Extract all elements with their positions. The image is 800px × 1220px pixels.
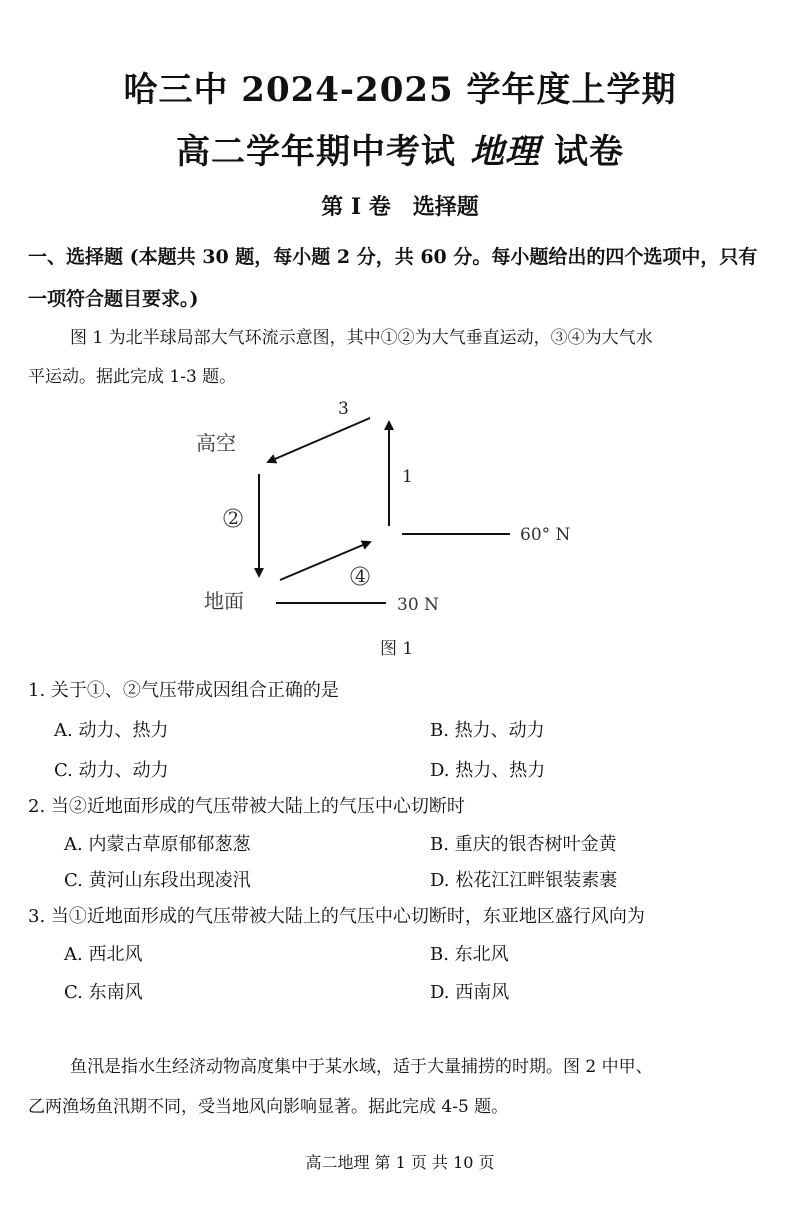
question-3-option-a: A. 西北风: [64, 944, 143, 965]
question-2-option-c: C. 黄河山东段出现凌汛: [64, 870, 251, 891]
question-3-option-c: C. 东南风: [64, 982, 143, 1003]
section-title: 第 I 卷 选择题: [321, 194, 479, 220]
passage-2-line2: 乙两渔场鱼汛期不同，受当地风向影响显著。据此完成 4-5 题。: [28, 1097, 509, 1117]
arrow-3: [268, 418, 370, 462]
question-1-option-a: A. 动力、热力: [54, 720, 169, 741]
exam-title-subject: 地理: [470, 132, 540, 172]
intro-line2: 平运动。据此完成 1-3 题。: [28, 367, 237, 387]
figure-1-caption: 图 1: [380, 639, 414, 659]
question-3-stem: 3. 当①近地面形成的气压带被大陆上的气压中心切断时，东亚地区盛行风向为: [28, 906, 645, 927]
question-2-stem: 2. 当②近地面形成的气压带被大陆上的气压中心切断时: [28, 796, 465, 817]
latitude-label-60: 60° N: [520, 525, 571, 545]
exam-title-line1: 哈三中 2024-2025 学年度上学期: [123, 70, 677, 110]
question-2-option-d: D. 松花江江畔银装素裹: [430, 870, 618, 891]
question-1-option-c: C. 动力、动力: [54, 760, 169, 781]
arrow-2-label: 2: [228, 509, 239, 529]
exam-title-line2: [0, 124, 800, 173]
instructions-line2: 一项符合题目要求。): [28, 288, 199, 310]
label-high-altitude: 高空: [196, 433, 236, 455]
question-1-option-b: B. 热力、动力: [430, 720, 545, 741]
intro-line1: 图 1 为北半球局部大气环流示意图，其中①②为大气垂直运动，③④为大气水: [70, 328, 653, 348]
figure-1-circulation-diagram: [180, 396, 620, 666]
question-1-stem: 1. 关于①、②气压带成因组合正确的是: [28, 680, 339, 701]
arrow-4-label: 4: [355, 567, 366, 587]
question-2-option-a: A. 内蒙古草原郁郁葱葱: [64, 834, 251, 855]
passage-2-line1: 鱼汛是指水生经济动物高度集中于某水域，适于大量捕捞的时期。图 2 中甲、: [70, 1057, 653, 1077]
question-3-option-b: B. 东北风: [430, 944, 509, 965]
label-ground: 地面: [204, 591, 244, 613]
question-3-option-d: D. 西南风: [430, 982, 510, 1003]
instructions-line1: 一、选择题 (本题共 30 题，每小题 2 分，共 60 分。每小题给出的四个选项中，只有: [28, 246, 758, 268]
arrow-1-label: 1: [402, 467, 413, 487]
question-2-option-b: B. 重庆的银杏树叶金黄: [430, 834, 617, 855]
page-footer: 高二地理 第 1 页 共 10 页: [305, 1153, 495, 1172]
exam-title-paper: 试卷: [554, 132, 624, 172]
latitude-label-30: 30 N: [397, 595, 439, 615]
question-1-option-d: D. 热力、热力: [430, 760, 546, 781]
arrow-3-label: 3: [338, 399, 349, 419]
exam-title-grade: 高二学年期中考试: [176, 132, 456, 172]
